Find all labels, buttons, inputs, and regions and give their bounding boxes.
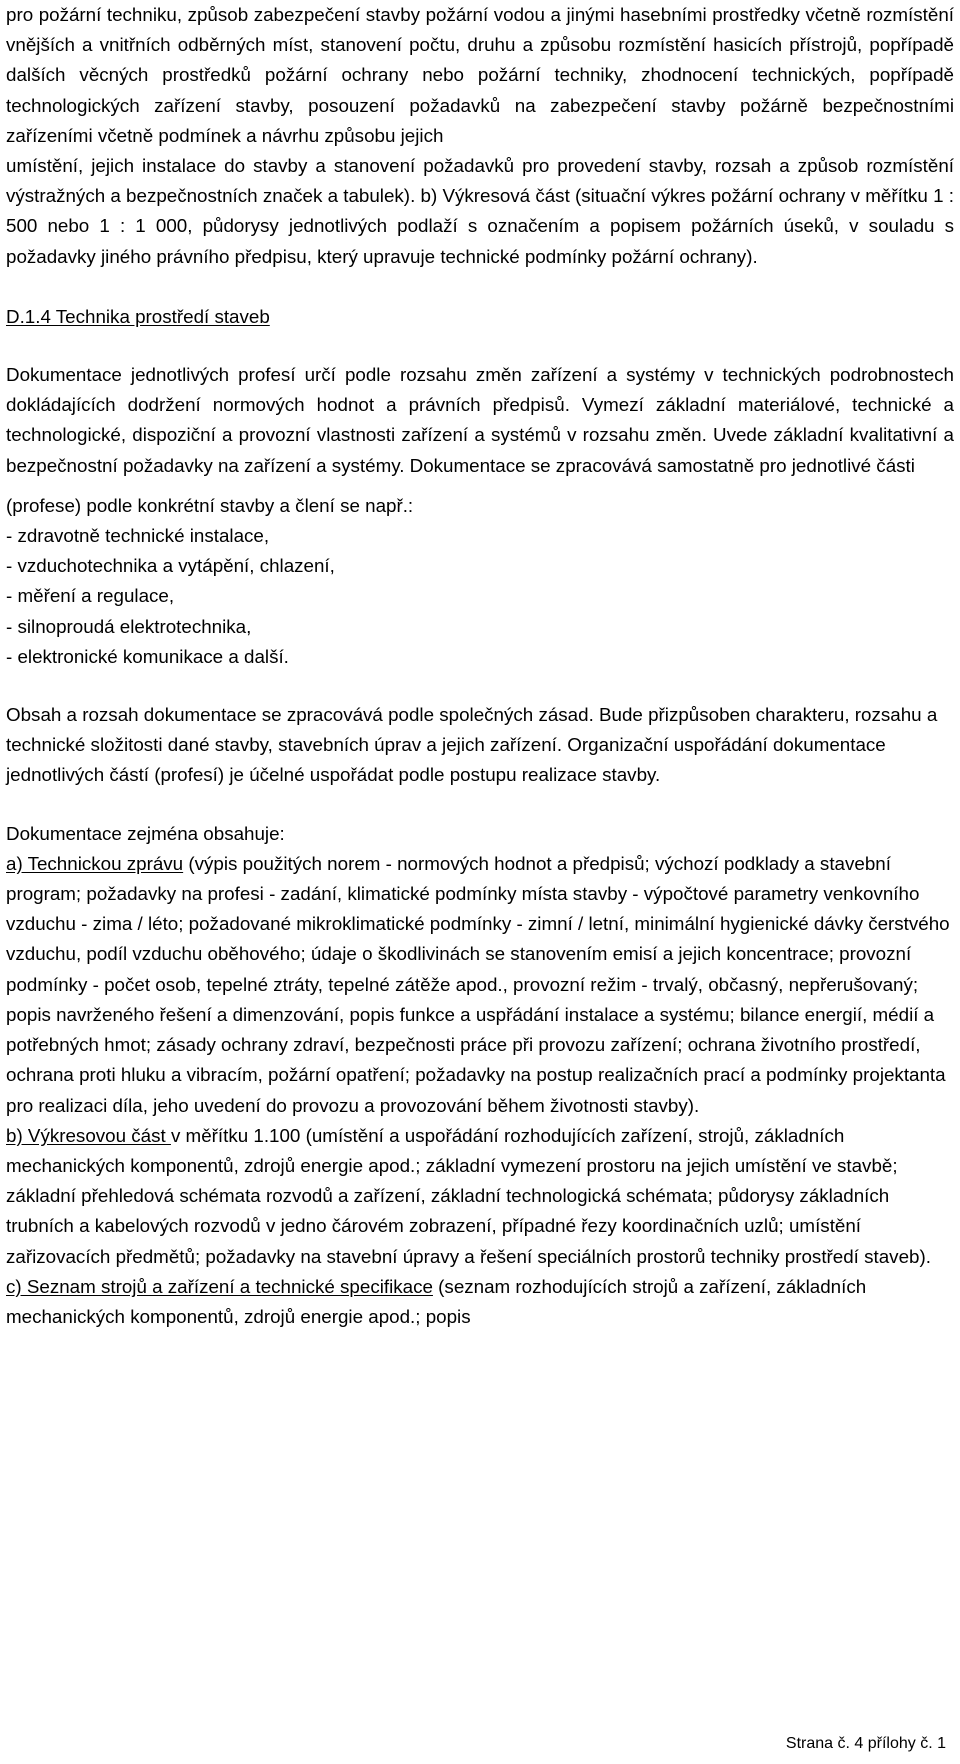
item-text: (výpis použitých norem - normových hodnot a předpisů; výchozí podklady a stavební program; požadavky na profesi - zadání, klimatické podmínky místa stavby - výpočtové parametry venkovního vzduchu - zima / léto; požadované mikroklimatické podmínky - zimní / letní, minimální hygienické dávky čerstvého vzduchu, podíl vzduchu oběhového; údaje o škodlivinách se stanovením emisí a jejich koncentrace; provozní podmínky - počet osob, tepelné ztráty, tepelné zátěže apod., provozní režim - trvalý, občasný, nepřerušovaný; popis navrženého řešení a dimenzování, popis funkce a uspřádání instalace a systému; bilance energií, médií a potřebných hmot; zásady ochrany zdraví, bezpečnosti práce při provozu zařízení; ochrana životního prostředí, ochrana proti hluku a vibracím, požární opatření; požadavky na postup realizačních prací a podmínky projektanta pro realizaci díla, jeho uvedení do provozu a provozování během životnosti stavby).: [6, 852, 950, 1116]
body-paragraph: pro požární techniku, způsob zabezpečení stavby požární vodou a jinými hasebními prostředky včetně rozmístění vnějších a vnitřních odběrných míst, stanovení počtu, druhu a způsobu rozmístění hasicích přístrojů, popřípadě dalších věcných prostředků požární ochrany nebo požární techniky, zhodnocení technických, popřípadě technologických zařízení stavby, posouzení požadavků na zabezpečení stavby požárně bezpečnostními zařízeními včetně podmínek a návrhu způsobu jejich: [6, 4, 954, 146]
item-text: v měřítku 1.100 (umístění a uspořádání rozhodujících zařízení, strojů, základních mechanických komponentů, zdrojů energie apod.; základní vymezení prostoru na jejich umístění ve stavbě; základní přehledová schémata rozvodů a zařízení, základní technologická schémata; půdorysy základních trubních a kabelových rozvodů v jedno čárovém zobrazení, případné řezy koordinačních uzlů; umístění zařizovacích předmětů; požadavky na stavební úpravy a řešení speciálních prostorů techniky prostředí staveb).: [6, 1124, 931, 1267]
document-page: [6, 0, 954, 1332]
item-text: (seznam rozhodujících strojů a zařízení, základních mechanických komponentů, zdrojů energie apod.; popis: [6, 1275, 867, 1327]
spacer: [6, 481, 954, 491]
spacer: [6, 791, 954, 819]
item-label: c) Seznam strojů a zařízení a technické specifikace: [6, 1275, 433, 1297]
list-item: - zdravotně technické instalace,: [6, 525, 270, 547]
contents-item-b: [6, 1121, 954, 1272]
list-item: - vzduchotechnika a vytápění, chlazení,: [6, 555, 335, 577]
contents-intro: Dokumentace zejména obsahuje:: [6, 822, 285, 844]
list-item: - elektronické komunikace a další.: [6, 645, 289, 667]
section-fire-protection-continuation: [6, 0, 954, 272]
spacer: [6, 672, 954, 700]
body-paragraph: (profese) podle konkrétní stavby a člení se např.:: [6, 494, 414, 516]
body-paragraph: umístění, jejich instalace do stavby a stanovení požadavků pro provedení stavby, rozsah a způsob rozmístění výstražných a bezpečnostních značek a tabulek). b) Výkresová část (situační výkres požární ochrany v měřítku 1 : 500 nebo 1 : 1 000, půdorysy jednotlivých podlaží s označením a popisem požárních úseků, v souladu s požadavky jiného právního předpisu, který upravuje technické podmínky požární ochrany).: [6, 155, 954, 267]
profession-list: [6, 521, 954, 672]
spacer: [6, 272, 954, 300]
page-footer: Strana č. 4 přílohy č. 1: [785, 1735, 946, 1752]
body-paragraph: Dokumentace jednotlivých profesí určí podle rozsahu změn zařízení a systémy v technických podrobnostech dokládajících dodržení normových hodnot a právních předpisů. Vymezí základní materiálové, technické a technologické, dispoziční a provozní vlastnosti zařízení a systémů v rozsahu změn. Uvede základní kvalitativní a bezpečnostní požadavky na zařízení a systémy. Dokumentace se zpracovává samostatně pro jednotlivé části: [6, 364, 954, 476]
item-label: b) Výkresovou část: [6, 1124, 171, 1146]
section-heading: D.1.4 Technika prostředí staveb: [6, 305, 270, 327]
list-item: - měření a regulace,: [6, 585, 175, 607]
body-paragraph: Obsah a rozsah dokumentace se zpracovává podle společných zásad. Bude přizpůsoben charakteru, rozsahu a technické složitosti dané stavby, stavebních úprav a jejich zařízení. Organizační uspořádání dokumentace jednotlivých částí (profesí) je účelné uspořádat podle postupu realizace stavby.: [6, 704, 938, 786]
contents-item-a: [6, 849, 954, 1121]
list-item: - silnoproudá elektrotechnika,: [6, 615, 252, 637]
contents-item-c: [6, 1272, 954, 1332]
spacer: [6, 332, 954, 360]
item-label: a) Technickou zprávu: [6, 852, 184, 874]
